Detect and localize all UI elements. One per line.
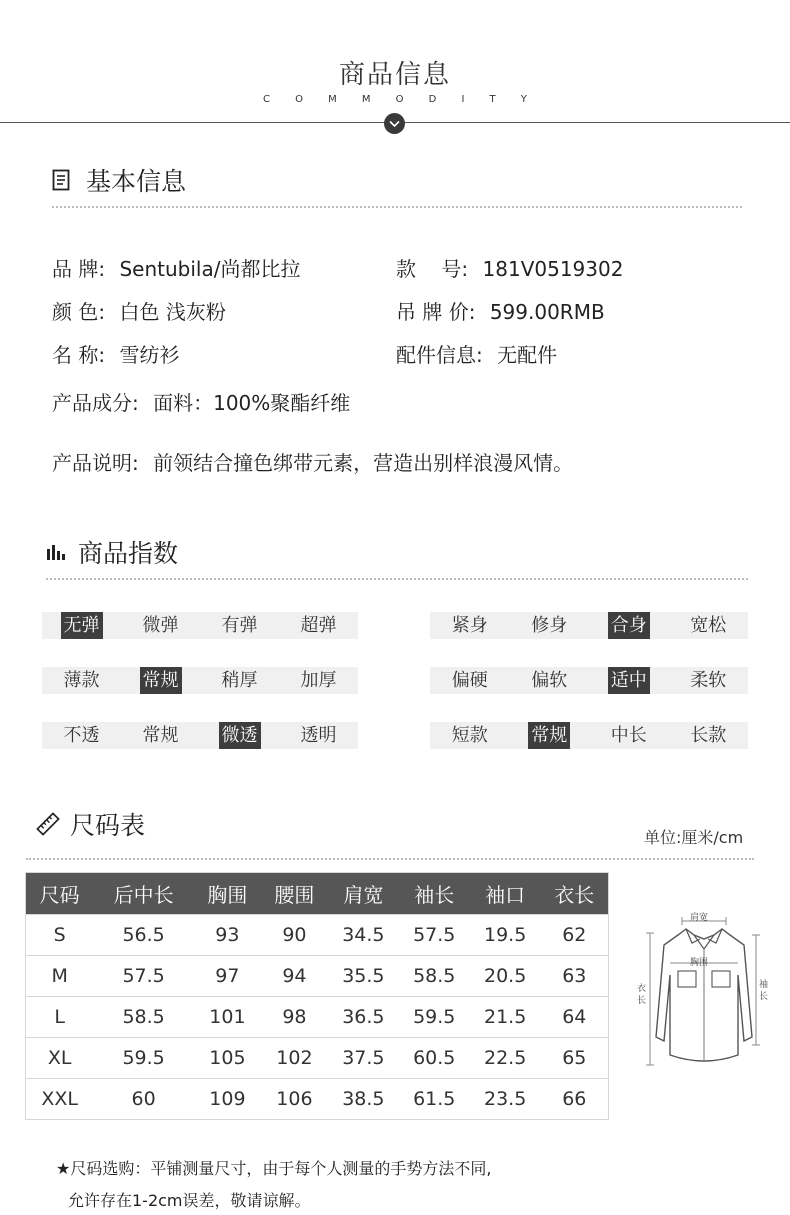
column-header: 肩宽: [328, 873, 399, 915]
style-value: 181V0519302: [482, 257, 624, 281]
size-note-line2: 允许存在1-2cm误差，敬请谅解。: [68, 1191, 311, 1210]
table-row: [26, 956, 609, 997]
composition-value: 面料：100%聚酯纤维: [153, 391, 351, 415]
size-title: 尺码表: [70, 811, 146, 840]
index-option: 不透: [63, 725, 100, 746]
column-header: 后中长: [93, 873, 194, 915]
column-header: 袖口: [470, 873, 541, 915]
index-option-selected: 微透: [200, 722, 279, 749]
table-cell: 97: [194, 956, 261, 997]
index-option: 透明: [300, 725, 337, 746]
index-option: 紧身: [451, 615, 488, 636]
index-title: 商品指数: [78, 539, 179, 568]
table-cell: 65: [541, 1038, 609, 1079]
length-row: [430, 722, 748, 749]
dotted-divider: [26, 858, 754, 860]
size-table-header: [26, 873, 609, 915]
price-value: 599.00RMB: [489, 300, 605, 324]
unit-label: 单位:厘米/cm: [644, 828, 744, 847]
table-cell: 22.5: [470, 1038, 541, 1079]
basic-info-title: 基本信息: [86, 167, 187, 196]
table-cell: 105: [194, 1038, 261, 1079]
table-cell: 93: [194, 915, 261, 956]
accessory-row: [396, 339, 557, 368]
table-cell: 59.5: [399, 997, 470, 1038]
name-row: [52, 339, 179, 368]
brand-value: Sentubila/尚都比拉: [119, 257, 301, 281]
table-cell: 19.5: [470, 915, 541, 956]
price-row: [396, 296, 605, 325]
table-cell: 66: [541, 1079, 609, 1120]
softness-row: [430, 667, 748, 694]
page-title: 商品信息: [338, 60, 451, 90]
size-heading: [36, 806, 145, 842]
chest-label: 胸围: [690, 958, 709, 968]
length-label: 衣 长: [637, 984, 647, 1006]
document-icon: [52, 169, 72, 191]
bar-chart-icon: [46, 543, 66, 561]
table-cell: L: [26, 997, 94, 1038]
table-cell: 36.5: [328, 997, 399, 1038]
color-value: 白色 浅灰粉: [119, 300, 226, 324]
table-cell: 62: [541, 915, 609, 956]
price-label: 吊 牌 价:: [396, 300, 476, 324]
table-cell: 90: [261, 915, 328, 956]
table-cell: 106: [261, 1079, 328, 1120]
dotted-divider: [52, 206, 742, 208]
shirt-outline-icon: [634, 905, 774, 1075]
index-heading: [46, 534, 178, 570]
table-cell: S: [26, 915, 94, 956]
subtitle-letter: D: [428, 94, 437, 105]
sleeve-label: 袖 长: [759, 980, 769, 1002]
chevron-down-icon: [384, 113, 405, 134]
fit-row: [430, 612, 748, 639]
index-option: 修身: [531, 615, 568, 636]
brand-row: [52, 253, 300, 282]
page-subtitle: [263, 94, 527, 105]
table-cell: 57.5: [399, 915, 470, 956]
table-cell: 35.5: [328, 956, 399, 997]
style-label: 款 号:: [396, 257, 469, 281]
index-option: 偏硬: [451, 670, 488, 691]
accessory-value: 无配件: [497, 343, 558, 367]
table-cell: 60.5: [399, 1038, 470, 1079]
subtitle-letter: T: [489, 94, 496, 105]
table-cell: 109: [194, 1079, 261, 1120]
index-option: 长款: [690, 725, 727, 746]
column-header: 衣长: [541, 873, 609, 915]
table-cell: 58.5: [399, 956, 470, 997]
column-header: 胸围: [194, 873, 261, 915]
name-label: 名 称:: [52, 343, 106, 367]
thickness-row: [42, 667, 358, 694]
subtitle-letter: O: [395, 94, 404, 105]
accessory-label: 配件信息:: [396, 343, 483, 367]
basic-info-heading: [52, 162, 186, 198]
description-row: [52, 447, 573, 476]
table-cell: 58.5: [93, 997, 194, 1038]
subtitle-letter: Y: [520, 94, 527, 105]
index-option-selected: 合身: [589, 612, 669, 639]
shirt-diagram: [634, 905, 774, 1075]
name-value: 雪纺衫: [119, 343, 180, 367]
index-option: 稍厚: [221, 670, 258, 691]
table-row: [26, 997, 609, 1038]
table-cell: 56.5: [93, 915, 194, 956]
composition-label: 产品成分:: [52, 391, 139, 415]
index-option: 短款: [451, 725, 488, 746]
index-option-selected: 适中: [589, 667, 669, 694]
table-cell: 59.5: [93, 1038, 194, 1079]
index-option: 薄款: [63, 670, 100, 691]
column-header: 尺码: [26, 873, 94, 915]
elasticity-row: [42, 612, 358, 639]
table-row: [26, 1079, 609, 1120]
table-cell: 101: [194, 997, 261, 1038]
subtitle-letter: M: [328, 94, 337, 105]
column-header: 袖长: [399, 873, 470, 915]
subtitle-letter: I: [461, 94, 465, 105]
index-option: 宽松: [690, 615, 727, 636]
color-label: 颜 色:: [52, 300, 106, 324]
transparency-row: [42, 722, 358, 749]
color-row: [52, 296, 226, 325]
table-cell: 34.5: [328, 915, 399, 956]
size-note-line1: ★尺码选购：平铺测量尺寸，由于每个人测量的手势方法不同,: [56, 1159, 492, 1178]
table-cell: M: [26, 956, 94, 997]
column-header: 腰围: [261, 873, 328, 915]
composition-row: [52, 387, 350, 416]
index-option-selected: 无弹: [42, 612, 121, 639]
subtitle-letter: O: [295, 94, 303, 105]
dotted-divider: [46, 578, 748, 580]
description-value: 前领结合撞色绑带元素，营造出别样浪漫风情。: [153, 451, 574, 475]
table-cell: 20.5: [470, 956, 541, 997]
table-cell: 21.5: [470, 997, 541, 1038]
table-cell: 64: [541, 997, 609, 1038]
table-row: [26, 915, 609, 956]
table-cell: XL: [26, 1038, 94, 1079]
index-option: 常规: [142, 725, 179, 746]
table-row: [26, 1038, 609, 1079]
index-option: 有弹: [221, 615, 258, 636]
index-option: 中长: [610, 725, 647, 746]
table-cell: 98: [261, 997, 328, 1038]
subtitle-letter: C: [263, 94, 270, 105]
table-cell: 57.5: [93, 956, 194, 997]
size-table: [25, 872, 609, 1120]
shoulder-label: 肩宽: [690, 913, 709, 923]
table-cell: 94: [261, 956, 328, 997]
index-option: 微弹: [142, 615, 179, 636]
table-cell: 61.5: [399, 1079, 470, 1120]
table-cell: XXL: [26, 1079, 94, 1120]
table-cell: 63: [541, 956, 609, 997]
index-option-selected: 常规: [121, 667, 200, 694]
index-option: 加厚: [300, 670, 337, 691]
index-option: 超弹: [300, 615, 337, 636]
ruler-icon: [36, 812, 60, 836]
index-option-selected: 常规: [510, 722, 590, 749]
brand-label: 品 牌:: [52, 257, 106, 281]
style-row: [396, 253, 623, 282]
description-label: 产品说明:: [52, 451, 139, 475]
index-option: 柔软: [690, 670, 727, 691]
index-option: 偏软: [531, 670, 568, 691]
table-cell: 37.5: [328, 1038, 399, 1079]
subtitle-letter: M: [361, 94, 371, 105]
table-cell: 102: [261, 1038, 328, 1079]
table-cell: 60: [93, 1079, 194, 1120]
table-cell: 38.5: [328, 1079, 399, 1120]
table-cell: 23.5: [470, 1079, 541, 1120]
